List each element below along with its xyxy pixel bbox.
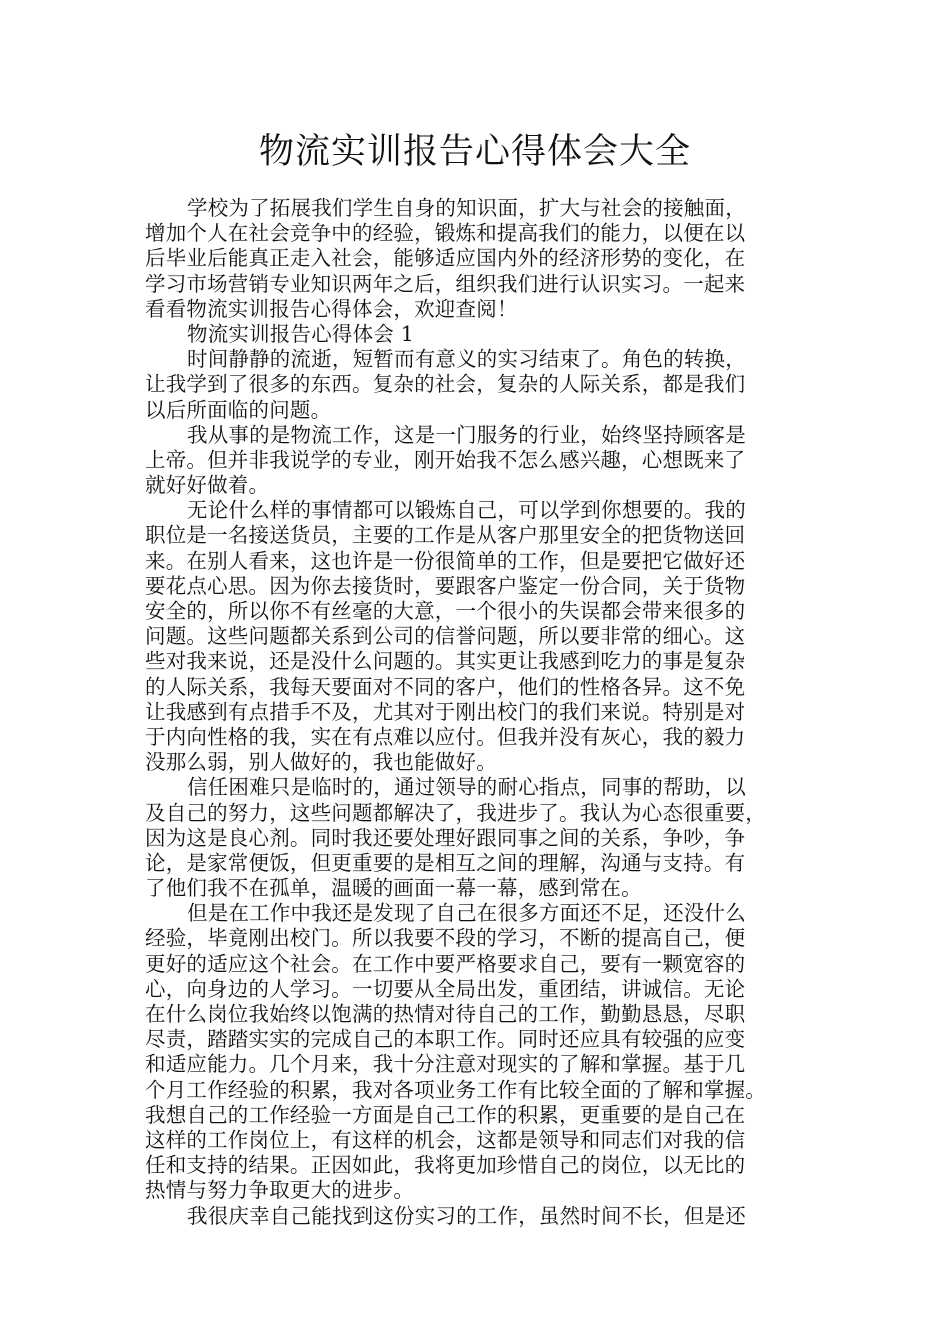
text-line: 但是在工作中我还是发现了自己在很多方面还不足，还没什么 [187,901,746,926]
text-line: 学习市场营销专业知识两年之后，组织我们进行认识实习。一起来 [145,271,746,296]
text-line: 热情与努力争取更大的进步。 [145,1178,415,1203]
text-line: 就好好做着。 [145,473,270,498]
document-body [145,196,815,1229]
text-line: 这样的工作岗位上，有这样的机会，这都是领导和同志们对我的信 [145,1127,746,1152]
text-line: 任和支持的结果。正因如此，我将更加珍惜自己的岗位，以无比的 [145,1153,746,1178]
text-line: 于内向性格的我，实在有点难以应付。但我并没有灰心，我的毅力 [145,724,746,749]
text-line: 无论什么样的事情都可以锻炼自己，可以学到你想要的。我的 [187,498,746,523]
text-line: 上帝。但并非我说学的专业，刚开始我不怎么感兴趣，心想既来了 [145,447,746,472]
text-line: 些对我来说，还是没什么问题的。其实更让我感到吃力的事是复杂 [145,649,746,674]
text-line: 物流实训报告心得体会 1 [187,321,414,346]
text-line: 经验，毕竟刚出校门。所以我要不段的学习，不断的提高自己，便 [145,926,746,951]
text-line: 尽责，踏踏实实的完成自己的本职工作。同时还应具有较强的应变 [145,1027,746,1052]
text-line: 后毕业后能真正走入社会，能够适应国内外的经济形势的变化，在 [145,246,746,271]
text-line: 我从事的是物流工作，这是一门服务的行业，始终坚持顾客是 [187,422,746,447]
text-line: 没那么弱，别人做好的，我也能做好。 [145,750,497,775]
text-line: 信任困难只是临时的，通过领导的耐心指点，同事的帮助，以 [187,775,746,800]
text-line: 学校为了拓展我们学生自身的知识面，扩大与社会的接触面， [187,196,746,220]
text-line: 我想自己的工作经验一方面是自己工作的积累，更重要的是自己在 [145,1102,746,1127]
text-line: 看看物流实训报告心得体会，欢迎查阅！ [145,296,518,321]
text-line: 让我学到了很多的东西。复杂的社会，复杂的人际关系，都是我们 [145,372,746,397]
text-line: 问题。这些问题都关系到公司的信誉问题，所以要非常的细心。这 [145,624,746,649]
text-line: 和适应能力。几个月来，我十分注意对现实的了解和掌握。基于几 [145,1052,746,1077]
text-line: 及自己的努力，这些问题都解决了，我进步了。我认为心态很重要， [145,800,766,825]
text-line: 要花点心思。因为你去接货时，要跟客户鉴定一份合同，关于货物 [145,573,746,598]
text-line: 我很庆幸自己能找到这份实习的工作，虽然时间不长，但是还 [187,1203,746,1228]
text-line: 因为这是良心剂。同时我还要处理好跟同事之间的关系，争吵，争 [145,825,746,850]
text-line: 职位是一名接送货员，主要的工作是从客户那里安全的把货物送回 [145,523,746,548]
text-line: 了他们我不在孤单，温暖的画面一幕一幕，感到常在。 [145,876,642,901]
text-line: 来。在别人看来，这也许是一份很简单的工作，但是要把它做好还 [145,548,746,573]
text-line: 更好的适应这个社会。在工作中要严格要求自己，要有一颗宽容的 [145,951,746,976]
text-line: 时间静静的流逝，短暂而有意义的实习结束了。角色的转换， [187,347,746,372]
text-line: 个月工作经验的积累，我对各项业务工作有比较全面的了解和掌握。 [145,1077,766,1102]
text-line: 心，向身边的人学习。一切要从全局出发，重团结，讲诚信。无论 [145,976,746,1001]
text-line: 在什么岗位我始终以饱满的热情对待自己的工作，勤勤恳恳，尽职 [145,1002,746,1026]
text-line: 让我感到有点措手不及，尤其对于刚出校门的我们来说。特别是对 [145,699,746,724]
text-line: 增加个人在社会竞争中的经验，锻炼和提高我们的能力，以便在以 [145,221,746,246]
text-line: 安全的，所以你不有丝毫的大意，一个很小的失误都会带来很多的 [145,599,746,623]
text-line: 的人际关系，我每天要面对不同的客户，他们的性格各异。这不免 [145,674,746,699]
document-title: 物流实训报告心得体会大全 [258,132,691,172]
text-line: 论，是家常便饭，但更重要的是相互之间的理解，沟通与支持。有 [145,850,746,875]
text-line: 以后所面临的问题。 [145,397,332,422]
